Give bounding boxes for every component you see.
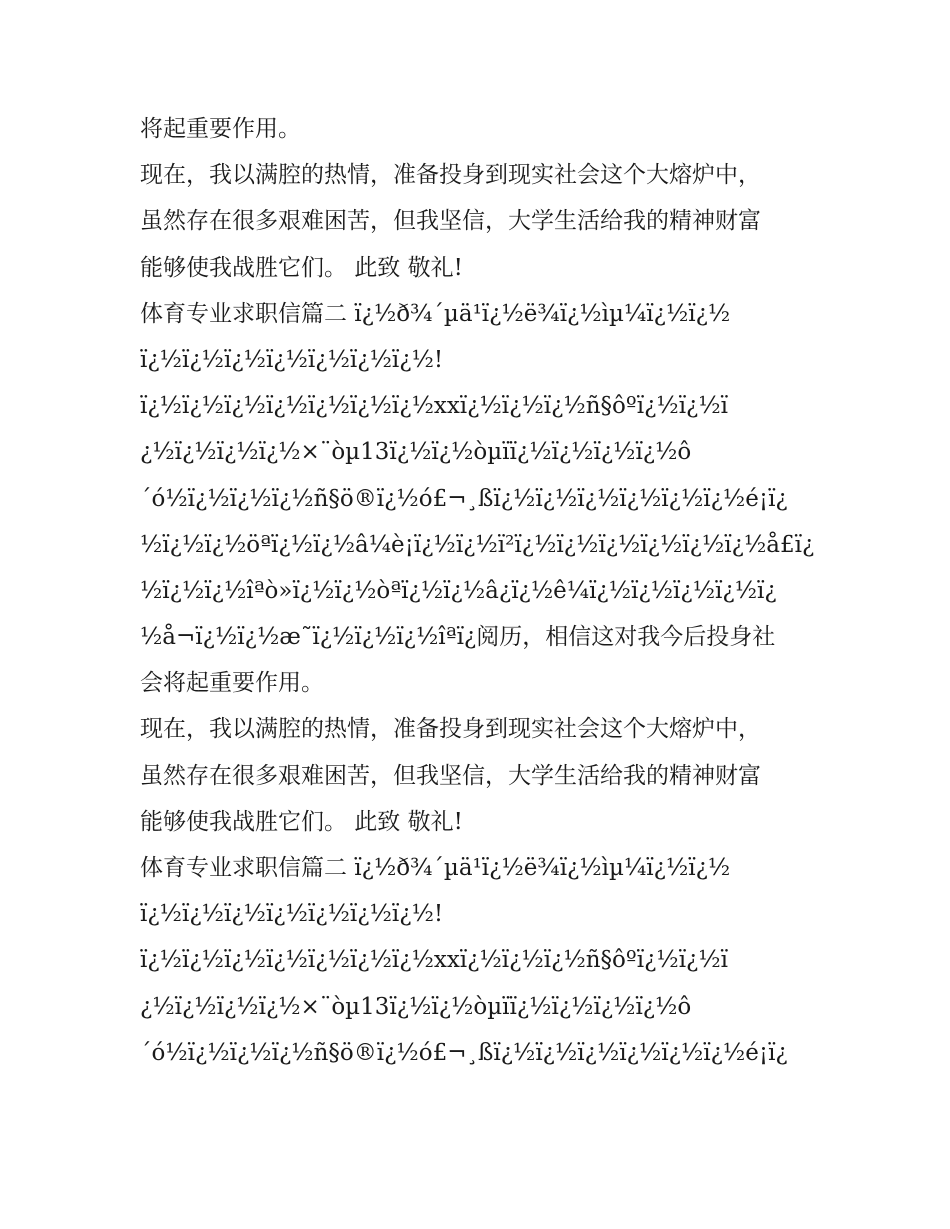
- text-line: 体育专业求职信篇二 ï¿½ð¾´µä¹ï¿½ë¾ï¿½ìµ¼ï¿½ï¿½: [140, 855, 731, 881]
- text-line: ï¿½ï¿½ï¿½ï¿½ï¿½ï¿½ï¿½xxï¿½ï¿½ï¿½ñ§ôºï¿½ï¿½ï: [140, 393, 729, 420]
- text-line: ï¿½ï¿½ï¿½ï¿½ï¿½ï¿½ï¿½!: [140, 346, 444, 373]
- text-line: 虽然存在很多艰难困苦，但我坚信，大学生活给我的精神财富: [140, 762, 761, 789]
- text-line: 虽然存在很多艰难困苦，但我坚信，大学生活给我的精神财富: [140, 208, 761, 235]
- text-line: ï¿½ï¿½ï¿½ï¿½ï¿½ï¿½ï¿½!: [140, 901, 444, 928]
- text-line: 能够使我战胜它们。 此致 敬礼!: [140, 808, 463, 835]
- text-line: 体育专业求职信篇二 ï¿½ð¾´µä¹ï¿½ë¾ï¿½ìµ¼ï¿½ï¿½: [140, 300, 731, 327]
- text-line: ï¿½ï¿½ï¿½ï¿½ï¿½ï¿½ï¿½xxï¿½ï¿½ï¿½ñ§ôºï¿½ï¿½ï: [140, 947, 729, 974]
- text-line: ¿½ï¿½ï¿½ï¿½×¨òµ13ï¿½ï¿½òµïï¿½ï¿½ï¿½ï¿½ô: [140, 993, 692, 1020]
- text-line: ¿½ï¿½ï¿½ï¿½×¨òµ13ï¿½ï¿½òµïï¿½ï¿½ï¿½ï¿½ô: [140, 439, 692, 466]
- text-line: 现在，我以满腔的热情，准备投身到现实社会这个大熔炉中，: [140, 716, 761, 743]
- text-line: ½å¬ï¿½ï¿½æ˜ï¿½ï¿½ï¿½îªï¿阅历，相信这对我今后投身社: [140, 624, 776, 651]
- text-line: ´ó½ï¿½ï¿½ï¿½ñ§ö®ï¿½ó£¬¸ßï¿½ï¿½ï¿½ï¿½ï¿½ï¿½é¡ï¿: [140, 1039, 788, 1066]
- document-page: [140, 106, 820, 1076]
- text-line: 现在，我以满腔的热情，准备投身到现实社会这个大熔炉中，: [140, 162, 761, 189]
- text-line: 将起重要作用。: [140, 116, 301, 142]
- text-line: 能够使我战胜它们。 此致 敬礼!: [140, 254, 463, 281]
- text-line: ½ï¿½ï¿½îªò»ï¿½ï¿½òªï¿½ï¿½â¿ï¿½ê¼ï¿½ï¿½ï¿½ï¿½ï¿: [140, 577, 777, 604]
- text-line: ´ó½ï¿½ï¿½ï¿½ñ§ö®ï¿½ó£¬¸ßï¿½ï¿½ï¿½ï¿½ï¿½ï¿½é¡ï¿: [140, 485, 788, 512]
- text-line: 会将起重要作用。: [140, 670, 324, 697]
- text-line: ½ï¿½ï¿½öªï¿½ï¿½â¼è¡ï¿½ï¿½ï²ï¿½ï¿½ï¿½ï¿½ï¿½ï¿½å£ï¿: [140, 531, 815, 558]
